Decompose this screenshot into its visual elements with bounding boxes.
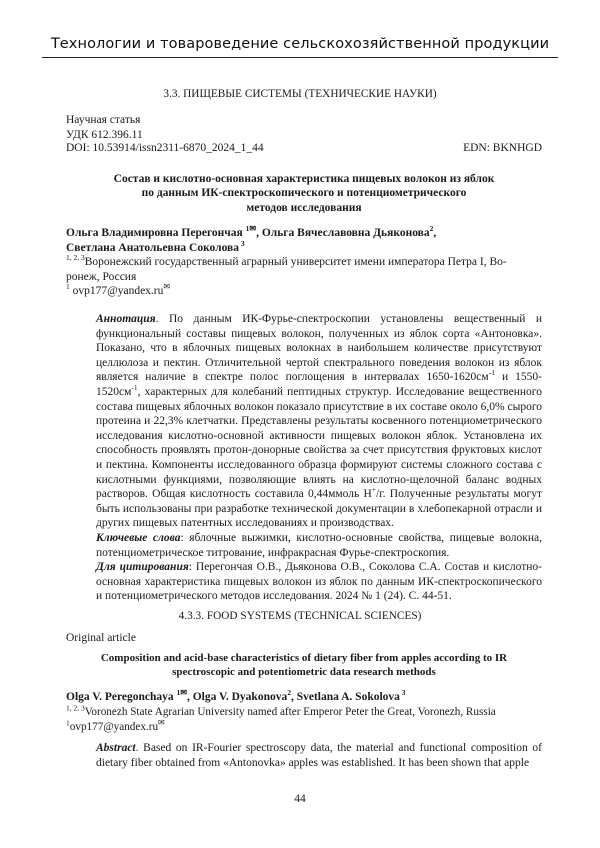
en-title-line-2: spectroscopic and potentiometric data research methods: [172, 666, 436, 679]
en-article-title: [66, 651, 542, 680]
en-author-3-sup: 3: [399, 688, 406, 698]
en-abstract-label: Abstract: [96, 742, 136, 754]
ru-section-heading: 3.3. ПИЩЕВЫЕ СИСТЕМЫ (ТЕХНИЧЕСКИЕ НАУКИ): [163, 88, 437, 100]
ru-email-sup: 1: [66, 282, 70, 292]
ru-abstract-sup-2: -1: [131, 383, 138, 393]
journal-title: Технологии и товароведение сельскохозяйственной продукции: [50, 36, 550, 52]
ru-article-meta: [66, 113, 542, 142]
ru-author-2-sup: 2: [429, 224, 434, 234]
ru-keywords-label: Ключевые слова: [96, 531, 181, 544]
ru-abstract-text-2: и 1550-1520см: [96, 371, 543, 398]
en-author-2: , Olga V. Dyakonova: [186, 691, 288, 703]
ru-title-line-2: по данным ИК-спектроскопического и потенциометрического: [141, 187, 467, 200]
en-author-2-sup: 2: [287, 688, 291, 698]
en-email-sup: 1: [66, 717, 70, 727]
en-article-type: Original article: [66, 632, 136, 644]
page-number: 44: [294, 793, 306, 805]
ru-author-3-sup: 3: [239, 238, 245, 248]
ru-doi: DOI: 10.53914/issn2311-6870_2024_1_44: [66, 142, 264, 154]
ru-article-type: Научная статья: [66, 114, 141, 126]
ru-abstract-sup-3: +: [371, 485, 377, 495]
en-author-1-sup: 1: [176, 688, 181, 698]
ru-abstract-sup-1: -1: [488, 368, 495, 378]
ru-citation: : Перегончая О.В., Дьяконова О.В., Соколова С.А. Состав и кислотно-основная характеристика пищевых волокон из яблок по данным ИК-спектроскопического и потенциометрического методов исследования. 2024 № 1 (24). С. 44-51.: [96, 561, 542, 603]
ru-title-line-1: Состав и кислотно-основная характеристика пищевых волокон из яблок: [113, 173, 495, 185]
en-title-line-1: Composition and acid-base characteristics of dietary fiber from apples according to IR: [100, 652, 508, 664]
ru-edn: EDN: BKNHGD: [463, 142, 542, 154]
ru-authors: Ольга Владимировна Перегончая $^1$✉, Ольга Вячеславовна Дьяконова$^2$, Светлана Анатольевна Соколова $^3$: [66, 224, 437, 254]
ru-abstract-text-4: /г. Полученные результаты могут быть использованы при разработке технической документации в хлебопекарной отрасли и других пищевых патентных исследованиях и производствах.: [96, 488, 542, 530]
ru-article-title: [66, 172, 542, 215]
ru-identifiers-row: [66, 142, 542, 154]
ru-abstract-text-3: , характерных для колебаний пептидных структур. Исследование вещественного состава пищевых яблочных волокон показало присутствие в их составе около 6,0% сырого протеина и 22,3% клетчатки. Представлены результаты косвенного потенциометрического исследования кислотно-основной активности пищевых волокон яблок. Установлена их способность проявлять протон-донорные свойства за счет присутствия фруктовых кислот и пектина. Компоненты исследованного образца формируют системы сложного состава с кислотными функциями, позволяющие влиять на кислотно-щелочной баланс водных растворов. Общая кислотность составила 0,44ммоль Н: [96, 385, 542, 501]
en-authors: Olga V. Peregonchaya $^1$✉, Olga V. Dyakonova$^2$, Svetlana A. Sokolova $^3$: [66, 688, 406, 703]
ru-abstract-text-1: . По данным ИК-Фурье-спектроскопии установлены вещественный и функциональный составы пищевых волокон, полученных из яблок сорта «Антоновка». Показано, что в яблочных пищевых волокнах в наибольшем количестве присутствуют целлюлоза и пектин. Отличительной чертой спектрального поведения волокон из яблок является наличие в спектре полос поглощения в интервалах 1650-1620см: [96, 313, 542, 384]
ru-udc: УДК 612.396.11: [66, 128, 143, 141]
en-author-3: , Svetlana A. Sokolova: [290, 691, 400, 703]
ru-author-1: Ольга Владимировна Перегончая: [66, 227, 243, 239]
en-affiliation-text: Voronezh State Agrarian University named after Emperor Peter the Great, Voronezh, Russia: [84, 706, 496, 718]
ru-citation-label: Для цитирования: [96, 561, 189, 574]
ru-affiliation: $^{1, 2, 3}$Воронежский государственный аграрный университет имени императора Петра I, Во- ронеж, Россия $^1$ ovp177@yandex.ru✉: [66, 255, 542, 299]
ru-affiliation-sup: 1, 2, 3: [66, 253, 85, 263]
ru-affiliation-line-1: Воронежский государственный аграрный университет имени императора Петра I, Во-: [84, 256, 507, 268]
ru-abstract-label: Аннотация: [96, 313, 156, 325]
en-email[interactable]: ovp177@yandex.ru: [69, 720, 159, 733]
en-section-heading: 4.3.3. FOOD SYSTEMS (TECHNICAL SCIENCES): [178, 610, 422, 622]
header-rule: [42, 57, 558, 58]
en-abstract-text: . Based on IR-Fourier spectroscopy data, the material and functional composition of dietary fiber obtained from «Antonovka» apples was established. It has been shown that apple: [96, 742, 542, 769]
en-author-1: Olga V. Peregonchaya: [66, 691, 174, 703]
ru-email[interactable]: ovp177@yandex.ru: [69, 285, 164, 298]
en-affiliation-sup: 1, 2, 3: [66, 703, 85, 713]
ru-author-2: , Ольга Вячеславовна Дьяконова: [256, 227, 430, 239]
ru-author-3: Светлана Анатольевна Соколова: [66, 241, 240, 254]
en-affiliation: $^{1, 2, 3}$Voronezh State Agrarian University named after Emperor Peter the Great, Voronezh, Russia $^1$ovp177@yandex.ru✉: [66, 703, 496, 733]
ru-abstract: [66, 312, 542, 604]
ru-title-line-3: методов исследования: [246, 201, 362, 214]
ru-author-2-comma: ,: [433, 227, 437, 239]
en-abstract: [66, 741, 542, 770]
ru-author-1-sup: 1: [245, 224, 250, 234]
ru-keywords: : яблочные выжимки, кислотно-основные свойства, пищевые волокна, потенциометрическое титрование, инфракрасная Фурье-спектроскопия.: [96, 531, 543, 559]
ru-affiliation-line-2: ронеж, Россия: [66, 270, 137, 283]
